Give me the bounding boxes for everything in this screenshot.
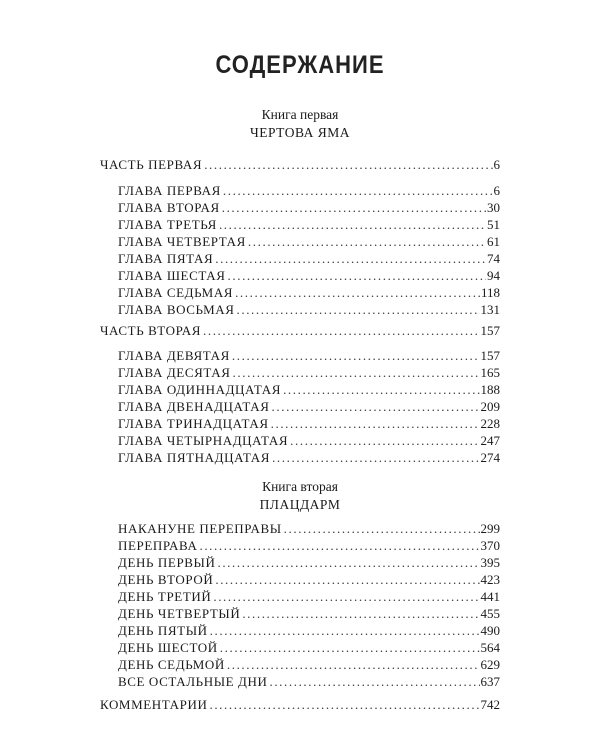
- dot-leader: [235, 284, 480, 301]
- toc-entry-title: НАКАНУНЕ ПЕРЕПРАВЫ: [118, 521, 282, 536]
- toc-entry-title: ГЛАВА ЧЕТВЕРТАЯ: [118, 234, 246, 249]
- toc-chapter[interactable]: [118, 571, 500, 588]
- toc-entry-title: ДЕНЬ ПЯТЫЙ: [118, 623, 208, 638]
- toc-entry-title: ГЛАВА ТРЕТЬЯ: [118, 217, 217, 232]
- dot-leader: [232, 347, 480, 364]
- toc-entry-title: ГЛАВА ВОСЬМАЯ: [118, 302, 235, 317]
- dot-leader: [227, 656, 480, 673]
- toc-chapter[interactable]: [118, 554, 500, 571]
- toc-entry-page: 209: [480, 399, 500, 414]
- toc-entry-title: ГЛАВА ЧЕТЫРНАДЦАТАЯ: [118, 433, 289, 448]
- toc-entry-title: КОММЕНТАРИИ: [100, 697, 208, 712]
- toc-chapter[interactable]: [118, 250, 500, 267]
- toc-entry-page: 228: [480, 416, 500, 431]
- toc-entry-title: ГЛАВА ПЕРВАЯ: [118, 183, 221, 198]
- toc-entry-page: 6: [493, 183, 500, 198]
- toc-entry-page: 423: [480, 572, 500, 587]
- toc-entry-page: 742: [480, 697, 500, 712]
- toc-entry-title: ДЕНЬ СЕДЬМОЙ: [118, 657, 225, 672]
- dot-leader: [223, 182, 493, 199]
- toc-chapter[interactable]: [118, 449, 500, 466]
- dot-leader: [272, 398, 480, 415]
- toc-chapter[interactable]: [118, 199, 500, 216]
- book-one-heading: [0, 106, 600, 142]
- toc-chapter[interactable]: [118, 656, 500, 673]
- toc-entry-page: 74: [487, 251, 500, 266]
- toc-entry-title: ВСЕ ОСТАЛЬНЫЕ ДНИ: [118, 674, 268, 689]
- toc-entry-page: 94: [487, 268, 500, 283]
- dot-leader: [272, 449, 479, 466]
- dot-leader: [284, 520, 480, 537]
- toc-entry-title: ГЛАВА ДВЕНАДЦАТАЯ: [118, 399, 270, 414]
- toc-chapter[interactable]: [118, 267, 500, 284]
- toc-entry-page: 490: [480, 623, 500, 638]
- dot-leader: [283, 381, 479, 398]
- toc-entry-page: 188: [480, 382, 500, 397]
- toc-chapter[interactable]: [118, 182, 500, 199]
- book-two-heading: [0, 478, 600, 514]
- toc-entry-page: 6: [493, 157, 500, 172]
- toc-entry-page: 637: [480, 674, 500, 689]
- dot-leader: [222, 199, 486, 216]
- dot-leader: [215, 571, 479, 588]
- toc-entry-title: ДЕНЬ ТРЕТИЙ: [118, 589, 212, 604]
- toc-entry-title: ЧАСТЬ ПЕРВАЯ: [100, 157, 203, 172]
- toc-chapter[interactable]: [118, 347, 500, 364]
- dot-leader: [228, 267, 486, 284]
- dot-leader: [209, 696, 479, 713]
- dot-leader: [204, 156, 492, 173]
- toc-entry-title: ГЛАВА ПЯТНАДЦАТАЯ: [118, 450, 271, 465]
- toc-entry-title: ГЛАВА ОДИННАДЦАТАЯ: [118, 382, 282, 397]
- toc-chapter[interactable]: [118, 284, 500, 301]
- dot-leader: [269, 673, 479, 690]
- toc-chapter[interactable]: [118, 673, 500, 690]
- toc-chapter[interactable]: [118, 364, 500, 381]
- toc-entry-title: ДЕНЬ ЧЕТВЕРТЫЙ: [118, 606, 241, 621]
- toc-chapter[interactable]: [118, 301, 500, 318]
- toc-chapter[interactable]: [118, 415, 500, 432]
- dot-leader: [233, 364, 480, 381]
- toc-comments[interactable]: [100, 696, 500, 713]
- toc-entry-title: ДЕНЬ ШЕСТОЙ: [118, 640, 218, 655]
- toc-entry-title: ГЛАВА ШЕСТАЯ: [118, 268, 226, 283]
- toc-entry-page: 441: [480, 589, 500, 604]
- dot-leader: [248, 233, 486, 250]
- toc-entry-page: 274: [480, 450, 500, 465]
- toc-entry-page: 165: [480, 365, 500, 380]
- toc-entry-page: 247: [480, 433, 500, 448]
- book-two-label: Книга вторая: [262, 479, 338, 494]
- toc-entry-page: 157: [480, 323, 500, 338]
- book-one-title: ЧЕРТОВА ЯМА: [249, 125, 351, 140]
- toc-entry-page: 118: [480, 285, 500, 300]
- dot-leader: [199, 537, 479, 554]
- toc-chapter[interactable]: [118, 233, 500, 250]
- dot-leader: [271, 415, 480, 432]
- toc-entry-title: ГЛАВА ДЕСЯТАЯ: [118, 365, 231, 380]
- toc-entry-title: ГЛАВА ДЕВЯТАЯ: [118, 348, 230, 363]
- dot-leader: [203, 322, 480, 339]
- toc-chapter[interactable]: [118, 537, 500, 554]
- toc-entry-title: ГЛАВА ВТОРАЯ: [118, 200, 220, 215]
- toc-entry-page: 30: [487, 200, 500, 215]
- toc-entry-page: 395: [480, 555, 500, 570]
- toc-entry-page: 51: [487, 217, 500, 232]
- dot-leader: [217, 554, 479, 571]
- toc-part-one[interactable]: [100, 156, 500, 173]
- toc-entry-page: 370: [480, 538, 500, 553]
- dot-leader: [213, 588, 479, 605]
- toc-entry-title: ГЛАВА ПЯТАЯ: [118, 251, 214, 266]
- toc-entry-page: 629: [480, 657, 500, 672]
- toc-entry-page: 157: [480, 348, 500, 363]
- toc-entry-title: ПЕРЕПРАВА: [118, 538, 198, 553]
- page-title: СОДЕРЖАНИЕ: [215, 50, 385, 79]
- toc-chapter[interactable]: [118, 381, 500, 398]
- toc-entry-title: ДЕНЬ ВТОРОЙ: [118, 572, 214, 587]
- toc-chapter[interactable]: [118, 622, 500, 639]
- toc-entry-page: 61: [487, 234, 500, 249]
- toc-chapter[interactable]: [118, 432, 500, 449]
- book-two-title: ПЛАЦДАРМ: [259, 497, 341, 512]
- toc-entry-title: ГЛАВА ТРИНАДЦАТАЯ: [118, 416, 269, 431]
- toc-entry-page: 564: [480, 640, 500, 655]
- dot-leader: [215, 250, 486, 267]
- dot-leader: [237, 301, 480, 318]
- toc-entry-page: 455: [480, 606, 500, 621]
- dot-leader: [290, 432, 479, 449]
- dot-leader: [210, 622, 480, 639]
- toc-chapter[interactable]: [118, 639, 500, 656]
- toc-part-two[interactable]: [100, 322, 500, 339]
- book-one-label: Книга первая: [261, 107, 339, 122]
- toc-chapter[interactable]: [118, 520, 500, 537]
- dot-leader: [220, 639, 480, 656]
- toc-entry-title: ДЕНЬ ПЕРВЫЙ: [118, 555, 216, 570]
- toc-entry-page: 131: [480, 302, 500, 317]
- dot-leader: [242, 605, 479, 622]
- toc-entry-title: ЧАСТЬ ВТОРАЯ: [100, 323, 201, 338]
- toc-chapter[interactable]: [118, 605, 500, 622]
- toc-entry-title: ГЛАВА СЕДЬМАЯ: [118, 285, 234, 300]
- toc-entry-page: 299: [480, 521, 500, 536]
- toc-chapter[interactable]: [118, 216, 500, 233]
- toc-chapter[interactable]: [118, 588, 500, 605]
- toc-chapter[interactable]: [118, 398, 500, 415]
- dot-leader: [219, 216, 486, 233]
